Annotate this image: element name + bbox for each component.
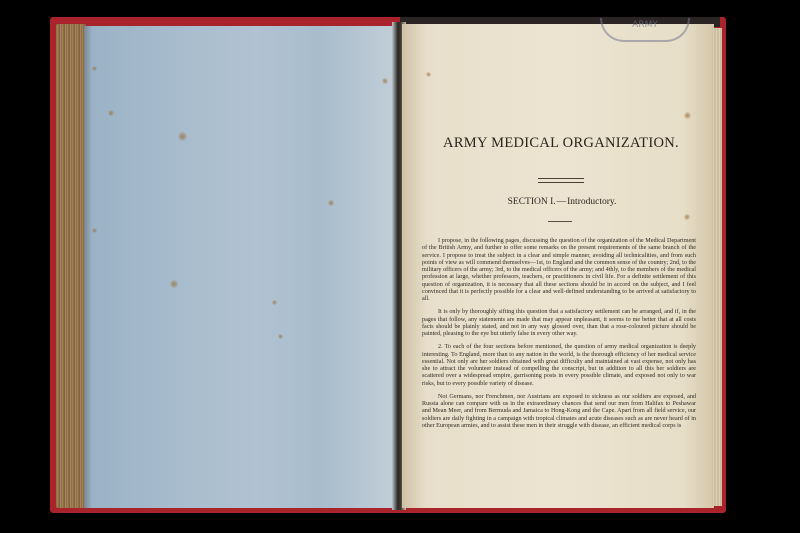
- section-heading: [402, 197, 722, 207]
- foxing-spot: [426, 72, 431, 77]
- paragraph: It is only by thoroughly sifting this question that a satisfactory settlement can be arranged, and if, in the pages that follow, any statements are made that may appear unpleasant, it seems to me better that at all costs facts should be plainly stated, and not in any way glossed over, than that a rose-coloured picture should be painted, pleasing to the eye but utterly false in every other way.: [422, 309, 696, 337]
- foxing-spot: [272, 300, 277, 305]
- blue-endpaper: [84, 26, 398, 508]
- foxing-spot: [108, 110, 114, 116]
- section-label: SECTION I.: [507, 197, 556, 207]
- library-stamp: ARMY: [600, 18, 690, 42]
- body-text: [422, 238, 696, 436]
- page-edges-left: [56, 24, 86, 508]
- foxing-spot: [92, 228, 97, 233]
- foxing-spot: [382, 78, 388, 84]
- foxing-spot: [92, 66, 97, 71]
- foxing-spot: [278, 334, 283, 339]
- paragraph: I propose, in the following pages, discussing the question of the organization of the Medical Department of the British Army, and further to offer some remarks on the present requirements of the same branch of the service. I propose to treat the subject in a clear and simple manner, avoiding all technicalities, and from such points of view as will commend themselves—1st, to England and the common sense of the country; 2nd, to the military officers of the army; 3rd, to the medical officers of the army; and 4thly, to the members of the medical profession at large, whether professors, teachers, or practitioners in civil life. For a definite settlement of this question of organization, it is necessary that all these sections should be in accord on the subject, and I feel convinced that it is perfectly possible for a clear and well-defined understanding to be arrived at satisfactory to all.: [422, 238, 696, 302]
- section-dash: —: [556, 197, 567, 207]
- page-edges-right: [712, 28, 722, 506]
- foxing-spot: [684, 214, 690, 220]
- title-divider: [538, 178, 584, 183]
- section-divider: [548, 221, 572, 222]
- section-name: Introductory.: [567, 197, 617, 207]
- foxing-spot: [684, 112, 691, 119]
- foxing-spot: [178, 132, 187, 141]
- foxing-spot: [328, 200, 334, 206]
- foxing-spot: [170, 280, 178, 288]
- paragraph: 2. To each of the four sections before mentioned, the question of army medical organization is deeply interesting. To England, more than to any nation in the world, is the thorough efficiency of her medical service essential. Not only are her soldiers obtained with great difficulty and maintained at vast expense, not only has she to attract the volunteer instead of compelling the conscript, but in addition to all this her soldiers are scattered over a widespread empire, garrisoning posts in every possible climate, and exposed not only to war risks, but to every possible variety of disease.: [422, 344, 696, 387]
- paragraph: Not Germans, nor Frenchmen, nor Austrians are exposed to sickness as our soldiers are exposed, and Russia alone can compare with us in the extraordinary chances that send our men from Halifax to Peshawar and Mean Meer, and from Bermuda and Jamaica to Hong-Kong and the Cape. Apart from all field service, our soldiers are daily fighting in a campaign with tropical climates and acute diseases such as are never heard of in other European armies, and to assist these men in their struggle with disease, an efficient medical corps is: [422, 393, 696, 429]
- endpaper-crease: [84, 26, 92, 508]
- page-title: ARMY MEDICAL ORGANIZATION.: [443, 135, 679, 151]
